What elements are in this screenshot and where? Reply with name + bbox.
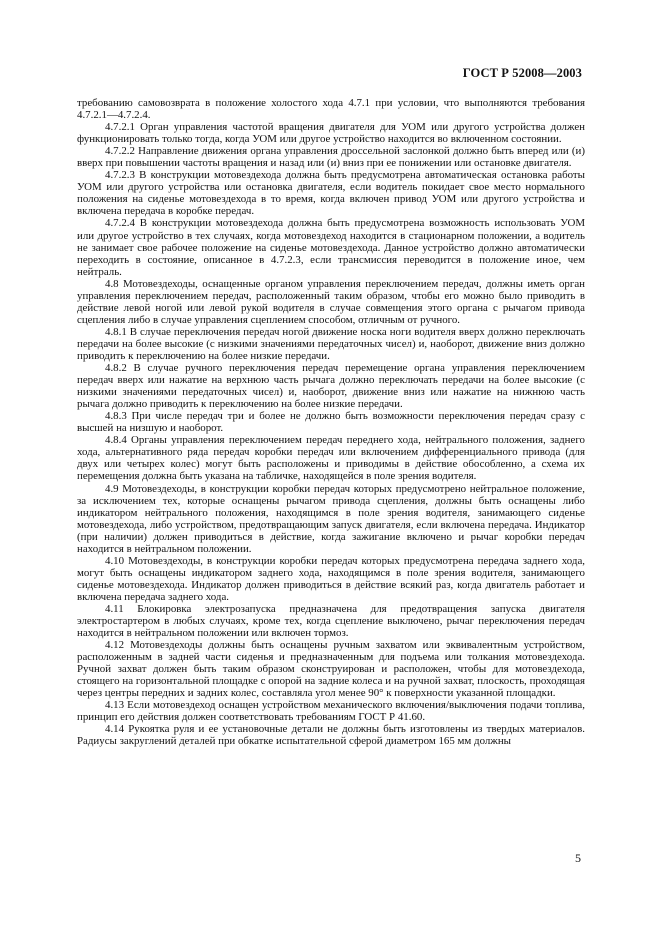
paragraph: 4.8 Мотовездеходы, оснащенные органом управления переключением передач, должны иметь орган управления переключением передач, расположенный таким образом, чтобы его можно было приводить в действие левой ногой или левой рукой водителя в случае совмещения этого органа с рычагом привода сцепления либо в случае управления сцеплением способом, отличным от ручного.	[77, 277, 585, 326]
paragraph: 4.14 Рукоятка руля и ее установочные детали не должны быть изготовлены из твердых материалов. Радиусы закруглений деталей при обкатке испытательной сферой диаметром 165 мм должны	[77, 723, 585, 748]
page-number: 5	[575, 851, 581, 865]
paragraph: 4.8.3 При числе передач три и более не должно быть возможности переключения передач сразу с высшей на низшую и наоборот.	[77, 410, 585, 435]
paragraph: 4.8.1 В случае переключения передач ногой движение носка ноги водителя вверх должно переключать передачи на более высокие (с низкими значениями передаточных чисел) и, наоборот, движение вниз должно приводить к переключению на более низкие передачи.	[77, 325, 585, 362]
paragraph: 4.7.2.3 В конструкции мотовездехода должна быть предусмотрена автоматическая остановка работы УОМ или другого устройства или остановка двигателя, если водитель покидает свое место нормального положения на сиденье мотовездехода в то время, когда включен привод УОМ или другого устройства и включена передача в коробке передач.	[77, 169, 585, 218]
paragraph: требованию самовозврата в положение холостого хода 4.7.1 при условии, что выполняются требования 4.7.2.1—4.7.2.4.	[77, 97, 585, 122]
paragraph: 4.10 Мотовездеходы, в конструкции коробки передач которых предусмотрена передача заднего хода, могут быть оснащены индикатором заднего хода, находящимся в поле зрения водителя, занимающего сиденье мотовездехода. Индикатор должен приводиться в действие всякий раз, когда двигатель работает и включена передача заднего хода.	[77, 554, 585, 603]
paragraph: 4.8.4 Органы управления переключением передач переднего хода, нейтрального положения, заднего хода, альтернативного ряда передач коробки передач или включением дифференциального привода (для двух или четырех колес) могут быть расположены и приводимы в действие обособленно, а схема их перемещения должна быть указана на табличке, находящейся в поле зрения водителя.	[77, 434, 585, 483]
paragraph: 4.8.2 В случае ручного переключения передач перемещение органа управления переключением передач вверх или нажатие на верхнюю часть рычага должно переключать передачи на более высокие (с низкими значениями передаточных чисел) и, наоборот, движение вниз или нажатие на нижнюю часть рычага должно приводить к переключению на более низкие передачи.	[77, 362, 585, 411]
paragraph: 4.7.2.4 В конструкции мотовездехода должна быть предусмотрена возможность использовать УОМ или другое устройство в тех случаях, когда мотовездеход находится в стационарном положении, а водитель не занимает свое рабочее положение на сиденье мотовездехода. Данное устройство должно автоматически переходить в состояние, описанное в 4.7.2.3, если трансмиссия переводится в положение иное, чем нейтраль.	[77, 217, 585, 278]
paragraph: 4.11 Блокировка электрозапуска предназначена для предотвращения запуска двигателя электростартером в любых случаях, кроме тех, когда сцепление выключено, рычаг переключения передач находится в нейтральном положении или включен тормоз.	[77, 602, 585, 640]
document-header: ГОСТ Р 52008—2003	[462, 66, 582, 80]
paragraph: 4.13 Если мотовездеход оснащен устройством механического включения/выключения подачи топлива, принцип его действия должен соответствовать требованиям ГОСТ Р 41.60.	[77, 699, 585, 724]
document-body	[77, 97, 585, 748]
paragraph: 4.9 Мотовездеходы, в конструкции коробки передач которых предусмотрено нейтральное положение, за исключением тех, которые оснащены рычагом привода сцепления, должны быть оснащены либо индикатором нейтрального положения, находящимся в поле зрения водителя, занимающего сиденье мотовездехода, либо устройством, предотвращающим запуск двигателя, если включена передача. Индикатор (при наличии) должен приводиться в действие, когда зажигание включено и рычаг коробки передач находится в нейтральном положении.	[77, 482, 585, 555]
paragraph: 4.7.2.1 Орган управления частотой вращения двигателя для УОМ или другого устройства должен функционировать только тогда, когда УОМ или другое устройство находится во включенном состоянии.	[77, 121, 585, 146]
paragraph: 4.12 Мотовездеходы должны быть оснащены ручным захватом или эквивалентным устройством, расположенным в задней части сиденья и предназначенным для подъема или толкания мотовездехода. Ручной захват должен быть таким образом сконструирован и расположен, чтобы для мотовездехода, стоящего на горизонтальной площадке с опорой на задние колеса и на ручной захват, плоскость, проходящая через центры передних и задних колес, составляла угол менее 90° к поверхности указанной площадки.	[77, 639, 585, 700]
paragraph: 4.7.2.2 Направление движения органа управления дроссельной заслонкой должно быть вперед или (и) вверх при повышении частоты вращения и назад или (и) вниз при ее понижении или остановке двигателя.	[77, 145, 585, 170]
